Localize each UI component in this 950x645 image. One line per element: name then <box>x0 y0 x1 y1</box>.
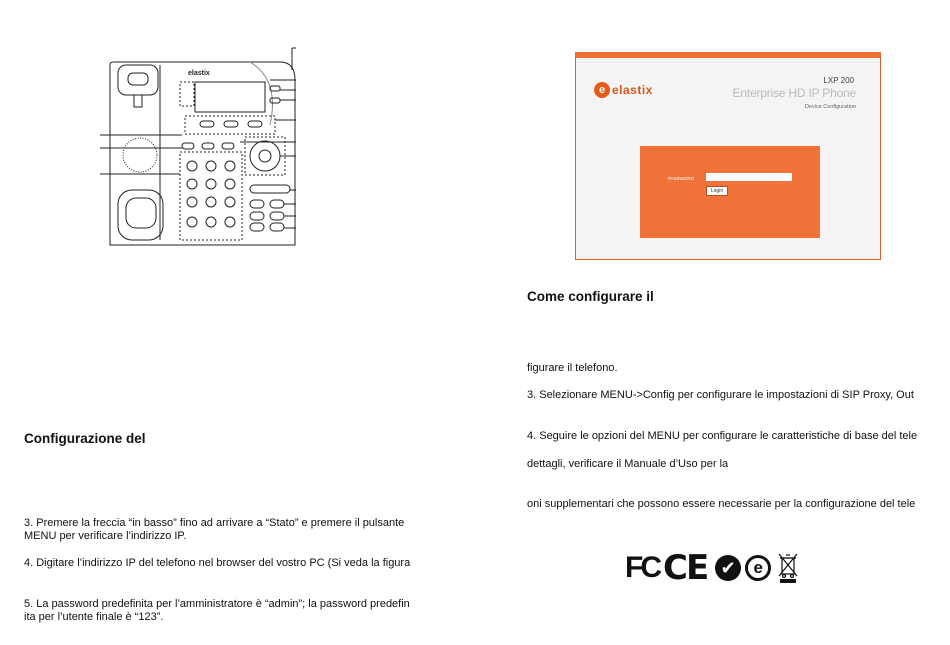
elastix-wordmark: elastix <box>612 83 653 97</box>
ce-logo: CE <box>663 548 708 588</box>
section-heading-come-configurare: Come configurare il <box>527 289 654 304</box>
weee-bin-icon <box>777 552 799 584</box>
phone-illustration <box>100 40 310 255</box>
elastix-logo <box>594 82 653 98</box>
step4-line: 4. Digitare l’indirizzo IP del telefono nel browser del vostro PC (Si veda la figura <box>24 557 411 569</box>
step5-line1: 5. La password predefinita per l’amministratore è “admin”; la password predefin <box>24 598 410 610</box>
model-label: LXP 200 <box>823 76 854 85</box>
elastix-logo-icon: e <box>594 82 610 98</box>
checkmark-badge-icon: ✔ <box>715 555 741 581</box>
fcc-logo: FC <box>625 551 659 584</box>
right-step3-line: 3. Selezionare MENU->Config per configurare le impostazioni di SIP Proxy, Out <box>527 389 914 401</box>
login-panel <box>640 146 820 238</box>
login-screenshot <box>575 52 881 260</box>
product-title: Enterprise HD IP Phone <box>732 86 856 100</box>
password-label: PASSWORD <box>668 176 694 181</box>
phone-brand-label: elastix <box>188 70 210 77</box>
section-heading-configurazione: Configurazione del <box>24 431 146 446</box>
password-input[interactable] <box>706 173 792 181</box>
device-config-subtitle: Device Configuration <box>804 104 856 110</box>
right-extra-line: oni supplementari che possono essere necessarie per la configurazione del tele <box>527 498 916 510</box>
energy-e-icon: e <box>745 555 771 581</box>
certification-logos <box>625 548 799 588</box>
right-step4-line: 4. Seguire le opzioni del MENU per configurare le caratteristiche di base del tele <box>527 430 918 442</box>
right-details-line: dettagli, verificare il Manuale d’Uso per la <box>527 458 729 470</box>
step5-line2: ita per l’utente finale è “123”. <box>24 611 164 623</box>
right-line-figurare: figurare il telefono. <box>527 362 618 374</box>
step3-line2: MENU per verificare l’indirizzo IP. <box>24 530 187 542</box>
step3-line1: 3. Premere la freccia “in basso” fino ad arrivare a “Stato” e premere il pulsante <box>24 517 405 529</box>
login-button[interactable]: Login <box>706 186 728 196</box>
